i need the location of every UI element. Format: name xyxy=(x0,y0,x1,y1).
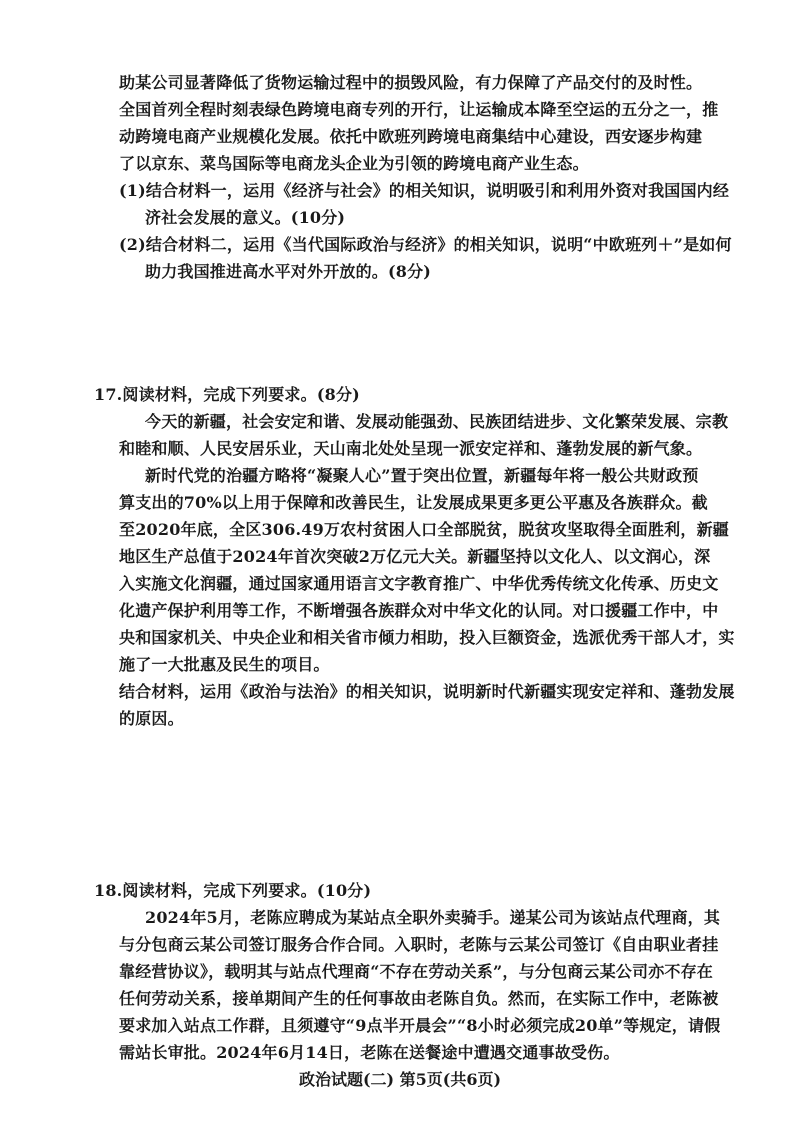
q17-line-4: 算支出的70%以上用于保障和改善民生，让发展成果更多更公平惠及各族群众。截 xyxy=(119,493,708,512)
q17-line-2: 和睦和顺、人民安居乐业，天山南北处处呈现一派安定祥和、蓬勃发展的新气象。 xyxy=(119,439,703,458)
passage-line-4: 了以京东、菜鸟国际等电商龙头企业为引领的跨境电商产业生态。 xyxy=(119,154,589,173)
q17-line-7: 入实施文化润疆，通过国家通用语言文字教育推广、中华优秀传统文化传承、历史文 xyxy=(119,574,719,593)
passage-line-3: 动跨境电商产业规模化发展。依托中欧班列跨境电商集结中心建设，西安逐步构建 xyxy=(119,127,703,146)
q18-line-4: 任何劳动关系，接单期间产生的任何事故由老陈自负。然而，在实际工作中，老陈被 xyxy=(119,989,719,1008)
q18-line-3: 靠经营协议》，载明其与站点代理商“不存在劳动关系”，与分包商云某公司亦不存在 xyxy=(119,962,714,981)
q18-line-5: 要求加入站点工作群，且须遵守“9点半开晨会”“8小时必须完成20单”等规定，请假 xyxy=(119,1016,721,1035)
q18-heading: 18.阅读材料，完成下列要求。(10分) xyxy=(94,881,372,900)
q16-sub1-line-1: (1)结合材料一，运用《经济与社会》的相关知识，说明吸引和利用外资对我国国内经 xyxy=(119,181,730,200)
q17-line-9: 央和国家机关、中央企业和相关省市倾力相助，投入巨额资金，选派优秀干部人才，实 xyxy=(119,628,735,647)
q17-line-5: 至2020年底，全区306.49万农村贫困人口全部脱贫，脱贫攻坚取得全面胜利，新疆 xyxy=(119,520,729,539)
passage-line-1: 助某公司显著降低了货物运输过程中的损毁风险，有力保障了产品交付的及时性。 xyxy=(119,73,703,92)
q16-sub2-line-1: (2)结合材料二，运用《当代国际政治与经济》的相关知识，说明“中欧班列＋”是如何 xyxy=(119,235,732,254)
q18-line-6: 需站长审批。2024年6月14日，老陈在送餐途中遭遇交通事故受伤。 xyxy=(119,1043,620,1062)
q16-sub2-line-2: 助力我国推进高水平对外开放的。(8分) xyxy=(145,262,432,281)
page-footer: 政治试题(二) 第5页(共6页) xyxy=(298,1070,502,1089)
q17-line-8: 化遗产保护利用等工作，不断增强各族群众对中华文化的认同。对口援疆工作中，中 xyxy=(119,601,719,620)
q17-line-1: 今天的新疆，社会安定和谐、发展动能强劲、民族团结进步、文化繁荣发展、宗教 xyxy=(145,412,729,431)
q17-line-10: 施了一大批惠及民生的项目。 xyxy=(119,655,330,674)
q17-task-line-2: 的原因。 xyxy=(119,709,184,728)
q16-sub1-line-2: 济社会发展的意义。(10分) xyxy=(145,208,346,227)
q17-heading: 17.阅读材料，完成下列要求。(8分) xyxy=(94,385,360,404)
q17-task-line-1: 结合材料，运用《政治与法治》的相关知识，说明新时代新疆实现安定祥和、蓬勃发展 xyxy=(119,682,735,701)
q18-line-2: 与分包商云某公司签订服务合作合同。入职时，老陈与云某公司签订《自由职业者挂 xyxy=(119,935,719,954)
q18-line-1: 2024年5月，老陈应聘成为某站点全职外卖骑手。递某公司为该站点代理商，其 xyxy=(145,908,721,927)
passage-line-2: 全国首列全程时刻表绿色跨境电商专列的开行，让运输成本降至空运的五分之一，推 xyxy=(119,100,719,119)
q17-line-6: 地区生产总值于2024年首次突破2万亿元大关。新疆坚持以文化人、以文润心，深 xyxy=(119,547,711,566)
q17-line-3: 新时代党的治疆方略将“凝聚人心”置于突出位置，新疆每年将一般公共财政预 xyxy=(145,466,699,485)
